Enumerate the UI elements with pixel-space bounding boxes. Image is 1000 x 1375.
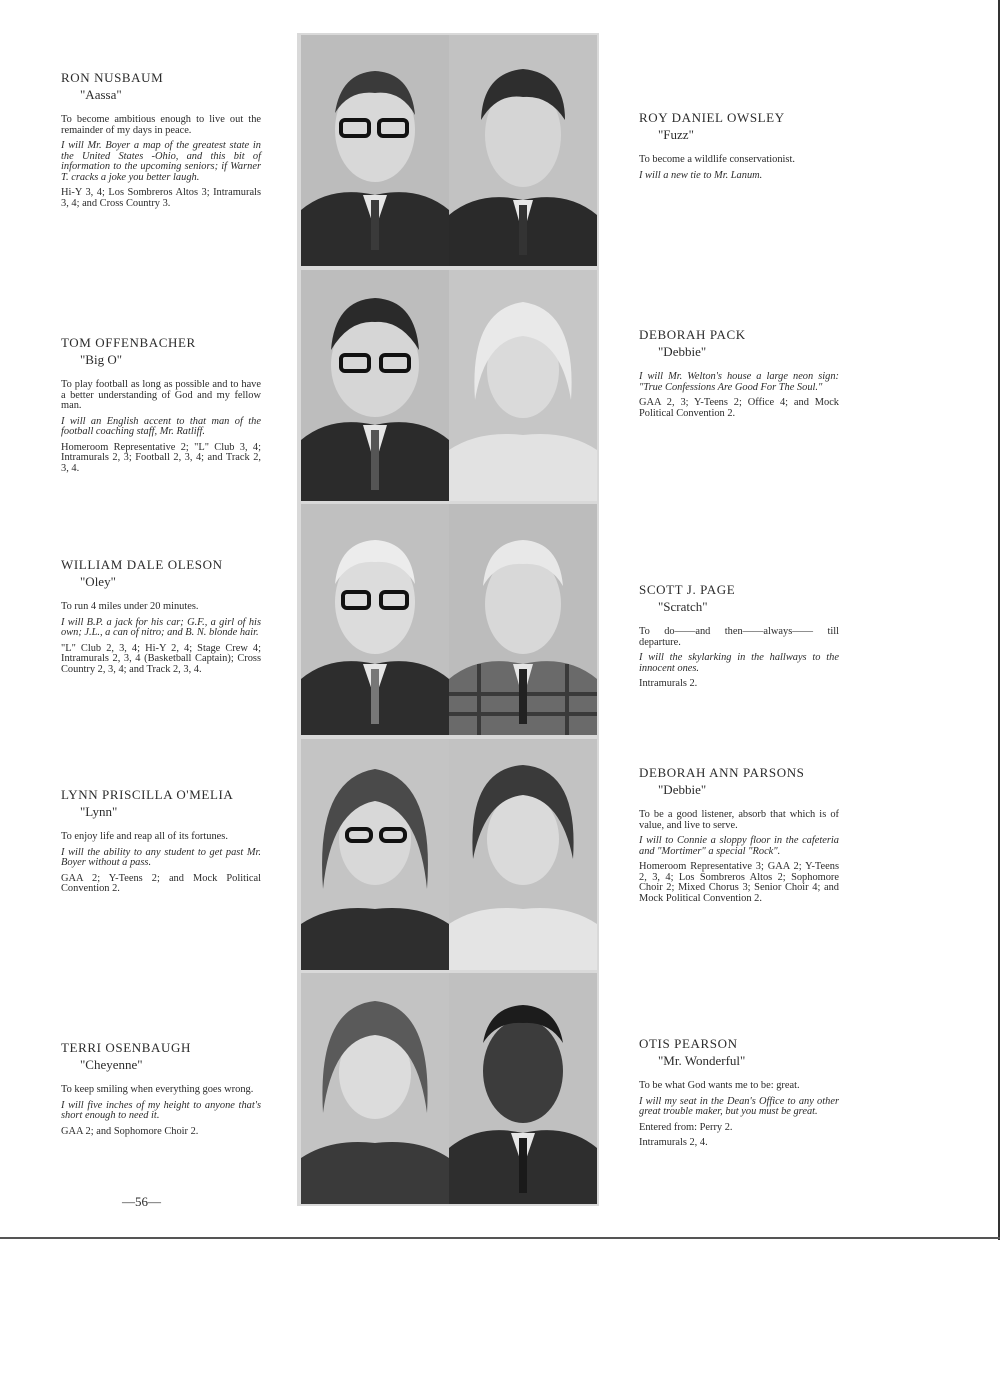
student-ambition: To be a good listener, absorb that which is of value, and live to serve. [639,809,839,831]
student-nickname: "Oley" [80,574,116,589]
student-activities: GAA 2; Y-Teens 2; and Mock Political Convention 2. [61,872,261,894]
student-name: SCOTT J. PAGE [639,582,736,597]
student-ambition: To be what God wants me to be: great. [639,1080,800,1091]
student-ambition: To run 4 miles under 20 minutes. [61,601,199,612]
entry-left-4 [61,787,261,900]
student-will: I will Mr. Welton's house a large neon sign: "True Confessions Are Good For The Soul." [639,371,839,393]
student-activities: GAA 2, 3; Y-Teens 2; Office 4; and Mock Political Convention 2. [639,397,839,419]
student-nickname: "Cheyenne" [80,1057,143,1072]
student-nickname: "Scratch" [658,599,708,614]
student-ambition: To play football as long as possible and to have a better understanding of God and my fellow man. [61,379,261,411]
student-will: I will five inches of my height to anyone that's short enough to need it. [61,1099,261,1121]
student-activities: Intramurals 2. [639,678,698,689]
student-name: DEBORAH PACK [639,327,746,342]
portrait-william-dale-oleson [301,504,449,735]
student-activities: GAA 2; and Sophomore Choir 2. [61,1125,199,1137]
student-will: I will Mr. Boyer a map of the greatest state in the United States -Ohio, and this bit of information to the upcoming seniors; if Warner T. cracks a joke you better laugh. [61,140,261,183]
portrait-tom-offenbacher [301,270,449,501]
student-activities: Hi-Y 3, 4; Los Sombreros Altos 3; Intramurals 3, 4; and Cross Country 3. [61,187,261,209]
student-name: TOM OFFENBACHER [61,335,196,350]
student-nickname: "Mr. Wonderful" [658,1053,746,1068]
student-ambition: To become a wildlife conservationist. [639,154,795,165]
page-number: —56— [122,1194,161,1209]
student-ambition: To keep smiling when everything goes wrong. [61,1084,254,1095]
student-name: WILLIAM DALE OLESON [61,557,223,572]
portrait-terri-osenbaugh [301,973,449,1204]
portrait-roy-daniel-owsley [449,35,597,266]
student-name: LYNN PRISCILLA O'MELIA [61,787,234,802]
student-will: I will the skylarking in the hallways to the innocent ones. [639,652,839,674]
portrait-deborah-ann-parsons [449,739,597,970]
entry-right-2 [639,327,839,424]
entry-right-4 [639,765,839,909]
student-will: I will to Connie a sloppy floor in the cafeteria and "Mortimer" a special "Rock". [639,835,839,857]
student-will: I will an English accent to that man of the football coaching staff, Mr. Ratliff. [61,415,261,437]
portrait-lynn-priscilla-omelia [301,739,449,970]
student-activities: Homeroom Representative 3; GAA 2; Y-Teens 2, 3, 4; Los Sombreros Altos 2; Sophomore Choir 2; Mixed Chorus 3; Senior Choir 4; and Mock Political Convention 2. [639,861,839,904]
student-nickname: "Lynn" [80,804,118,819]
student-nickname: "Big O" [80,352,123,367]
student-ambition: To enjoy life and reap all of its fortunes. [61,831,228,842]
student-nickname: "Debbie" [658,344,707,359]
student-activities: "L" Club 2, 3, 4; Hi-Y 2, 4; Stage Crew 4; Intramurals 2, 3, 4 (Basketball Captain); Cross Country 2, 3, 4; and Track 2, 3, 4. [61,642,261,675]
student-nickname: "Aassa" [80,87,122,102]
entry-right-5 [639,1036,839,1154]
portrait-deborah-pack [449,270,597,501]
photo-strip [297,33,599,1206]
entry-right-3 [639,582,839,695]
student-will: I will B.P. a jack for his car; G.F., a girl of his own; J.L., a can of nitro; and B. N. blonde hair. [61,616,261,638]
student-nickname: "Debbie" [658,782,707,797]
entry-left-1 [61,70,261,214]
portrait-otis-pearson [449,973,597,1204]
student-activities: Entered from: Perry 2. [639,1121,733,1133]
entry-left-3 [61,557,261,680]
student-name: RON NUSBAUM [61,70,164,85]
bottom-rule [0,1237,1000,1239]
student-name: OTIS PEARSON [639,1036,738,1051]
student-nickname: "Fuzz" [658,127,694,142]
entry-left-2 [61,335,261,479]
student-will: I will my seat in the Dean's Office to any other great trouble maker, but you must be great. [639,1095,839,1117]
student-name: TERRI OSENBAUGH [61,1040,191,1055]
portrait-ron-nusbaum [301,35,449,266]
portrait-scott-j-page [449,504,597,735]
entry-left-5 [61,1040,261,1142]
student-ambition: To become ambitious enough to live out the remainder of my days in peace. [61,114,261,136]
student-name: ROY DANIEL OWSLEY [639,110,785,125]
student-will: I will the ability to any student to get past Mr. Boyer without a pass. [61,846,261,868]
student-ambition: To do——and then——always—— till departure. [639,626,839,648]
student-name: DEBORAH ANN PARSONS [639,765,805,780]
student-activities: Intramurals 2, 4. [639,1137,708,1148]
entry-right-1 [639,110,839,186]
student-activities: Homeroom Representative 2; "L" Club 3, 4; Intramurals 2, 3; Football 2, 3, 4; and Track 2, 3, 4. [61,441,261,474]
student-will: I will a new tie to Mr. Lanum. [639,169,763,181]
